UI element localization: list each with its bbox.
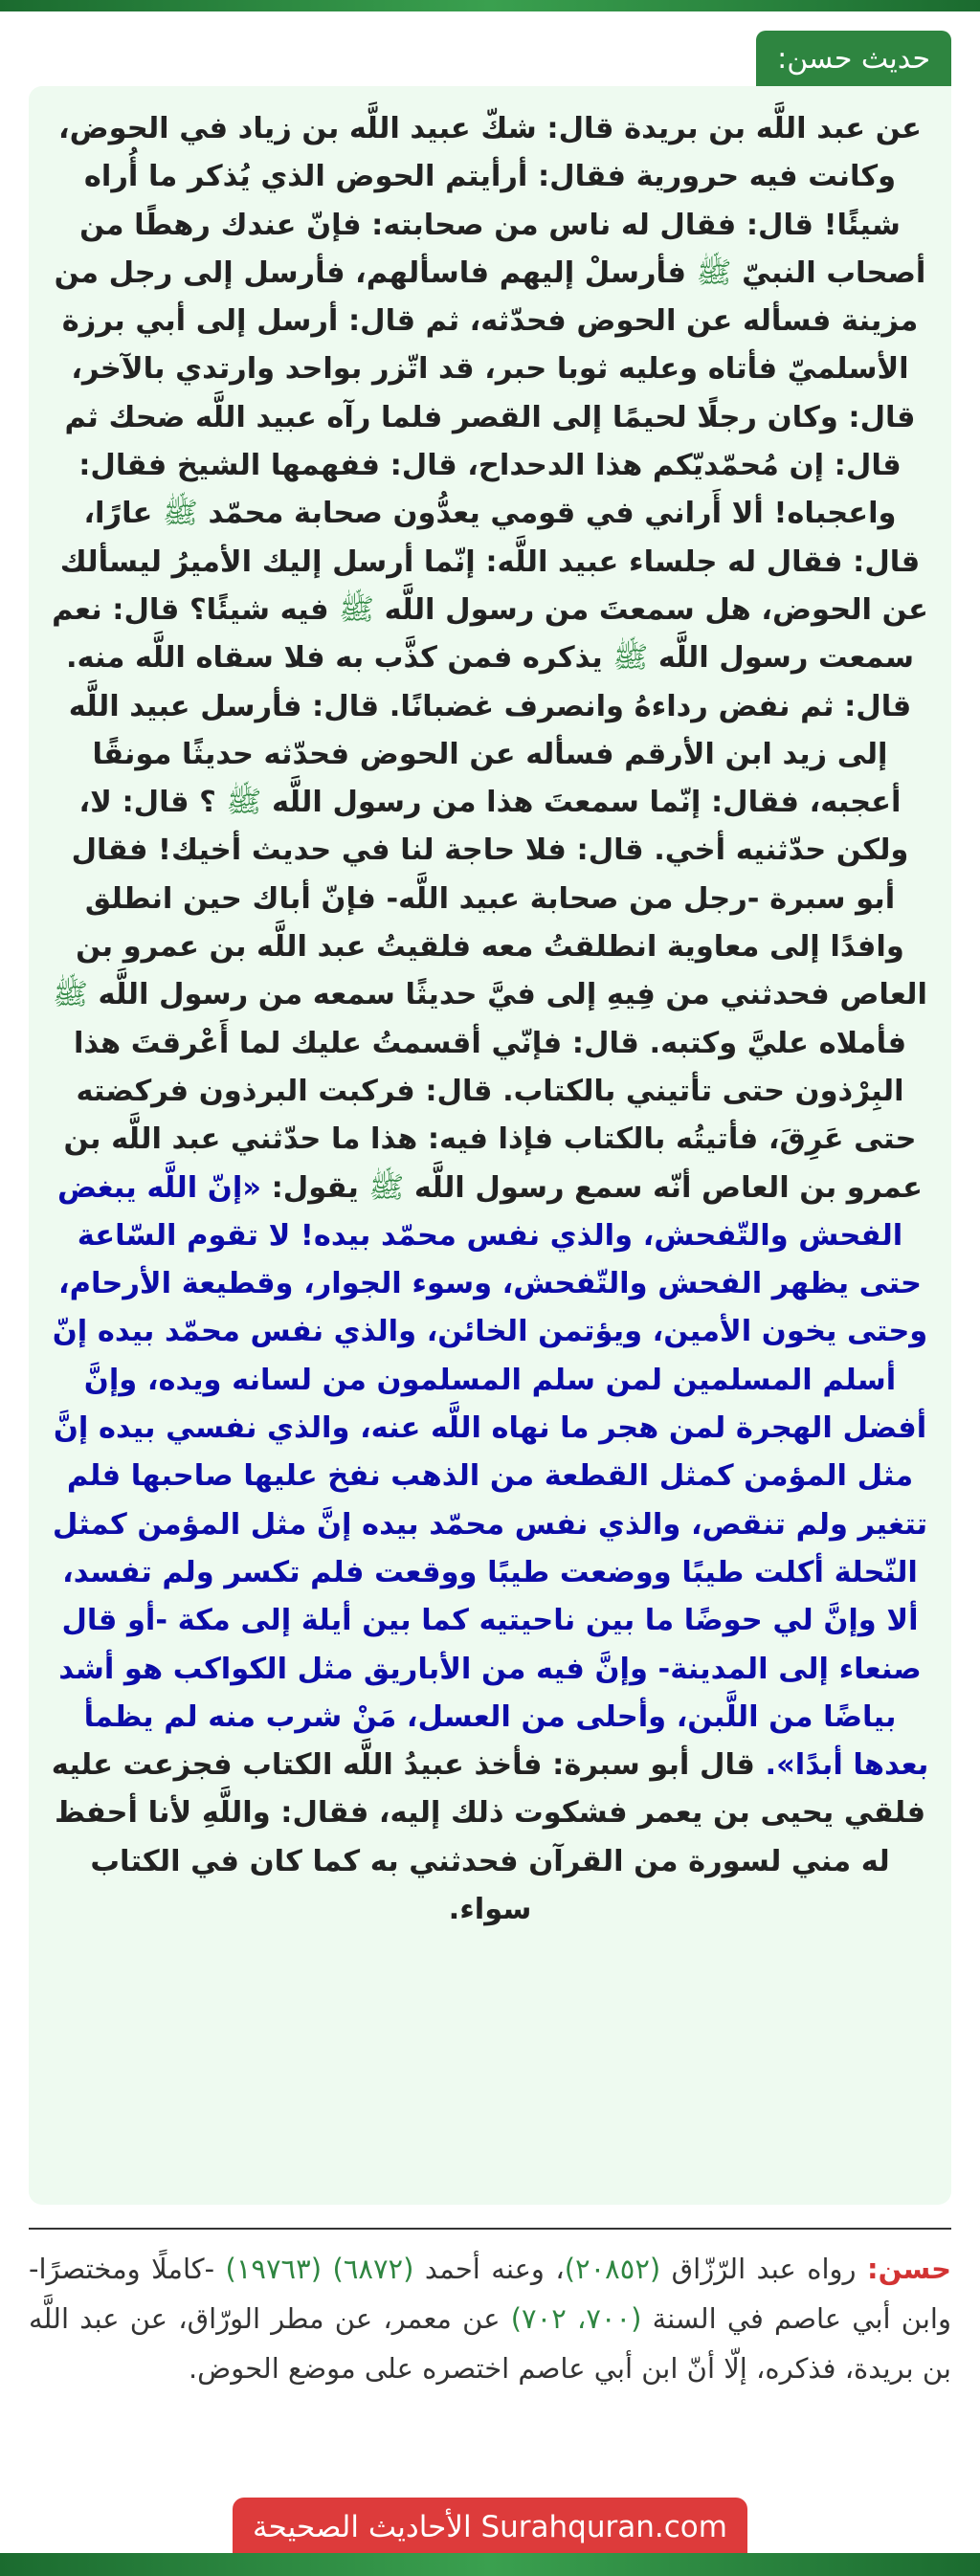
takhrij-segment: رواه عبد الرّزّاق <box>671 2253 857 2285</box>
hadith-segment: يقول: <box>271 1170 359 1205</box>
hadith-segment: يذكره فمن كذَّب به فلا سقاه اللَّه منه. قال: ثم نفض رداءهُ وانصرف غضبانًا. قال: فأرسل عبيد اللَّه إلى زيد ابن الأرقم فسأله عن الحوض فحدّثه حديثًا مونقًا أعجبه، فقال: إنّما سمعتَ هذا من رسول اللَّه <box>65 641 912 820</box>
hadith-box <box>29 86 951 2205</box>
source-site-label: الأحاديث الصحيحة Surahquran.com <box>253 2510 727 2544</box>
salawat-symbol: ﷺ <box>53 978 88 1012</box>
prophetic-quote: «إنّ اللَّه يبغض الفحش والتّفحش، والذي نفس محمّد بيده! لا تقوم السّاعة حتى يظهر الفحش والتّفحش، وسوء الجوار، وقطيعة الأرحام، وحتى يخون الأمين، ويؤتمن الخائن، والذي نفس محمّد بيده إنّ أسلم المسلمين لمن سلم المسلمون من لسانه ويده، وإنَّ أفضل الهجرة لمن هجر ما نهاه اللَّه عنه، والذي نفسي بيده إنَّ مثل المؤمن كمثل القطعة من الذهب نفخ عليها صاحبها فلم تتغير ولم تنقص، والذي نفس محمّد بيده إنَّ مثل المؤمن كمثل النّحلة أكلت طيبًا ووضعت طيبًا ووقعت فلم تكسر ولم تفسد، ألا وإنَّ لي حوضًا ما بين ناحيتيه كما بين أيلة إلى مكة -أو قال صنعاء إلى المدينة- وإنَّ فيه من الأباريق مثل الكواكب هو أشد بياضًا من اللَّبن، وأحلى من العسل، مَنْ شرب منه لم يظمأ بعدها أبدًا». <box>52 1170 929 1783</box>
salawat-symbol: ﷺ <box>696 255 732 290</box>
reference-number: (٦٨٧٢) <box>332 2253 414 2285</box>
hadith-grade-label: حديث حسن: <box>777 42 930 76</box>
salawat-symbol: ﷺ <box>226 786 262 820</box>
hadith-grade-badge <box>756 31 951 88</box>
hadith-segment: عن عبد اللَّه بن بريدة قال: شكّ عبيد اللَّه بن زياد في الحوض، وكانت فيه حرورية فقال: أرأيتم الحوض الذي يُذكر ما أُراه شيئًا! قال: فقال له ناس من صحابته: فإنّ عندك رهطًا من أصحاب النبيّ <box>57 112 926 290</box>
separator-line <box>29 2228 951 2230</box>
reference-number: (١٩٧٦٣) <box>225 2253 323 2285</box>
salawat-symbol: ﷺ <box>368 1170 405 1205</box>
hadith-text <box>50 105 930 1934</box>
source-site-badge[interactable] <box>233 2498 747 2557</box>
salawat-symbol: ﷺ <box>612 641 649 676</box>
hadith-segment: فأرسلْ إليهم فاسألهم، فأرسل إلى رجل من مزينة فسأله عن الحوض فحدّثه، ثم قال: أرسل إلى أبي برزة الأسلميّ فأتاه وعليه ثوبا حبر، قد اتّزر بواحد وارتدي بالآخر، قال: وكان رجلًا لحيمًا إلى القصر فلما رآه عبيد اللَّه ضحك ثم قال: إن مُحمّديّكم هذا الدحداح، قال: ففهمها الشيخ فقال: واعجباه! ألا أَراني في قومي يعدُّون صحابة محمّد <box>54 255 919 531</box>
hadith-segment: فيه شيئًا؟ قال: نعم سمعت رسول اللَّه <box>52 592 915 676</box>
reference-number: (٢٠٨٥٢) <box>564 2253 661 2285</box>
salawat-symbol: ﷺ <box>162 497 198 531</box>
hadith-segment: قال أبو سبرة: فأخذ عبيدُ اللَّه الكتاب فجزعت عليه فلقي يحيى بن يعمر فشكوت ذلك إليه، فقال: واللَّهِ لأنا أحفظ له مني لسورة من القرآن فحدثني به كما كان في الكتاب سواء. <box>51 1748 926 1926</box>
takhrij-segment: -كاملًا ومختصرًا- وابن أبي عاصم في السنة <box>29 2253 951 2335</box>
takhrij-text <box>29 2244 951 2393</box>
hadith-segment: ؟ قال: لا، ولكن حدّثنيه أخي. قال: فلا حاجة لنا في حديث أخيك! فقال أبو سبرة -رجل من صحابة عبيد اللَّه- فإنّ أباك حين انطلق وافدًا إلى معاوية انطلقتُ معه فلقيتُ عبد اللَّه بن عمرو بن العاص فحدثني من فِيهِ إلى فيَّ حديثًا سمعه من رسول اللَّه <box>71 786 927 1012</box>
salawat-symbol: ﷺ <box>339 592 375 627</box>
top-decor-bar <box>0 0 980 11</box>
reference-number: (٧٠٠، ٧٠٢) <box>510 2302 642 2335</box>
bottom-decor-bar <box>0 2553 980 2576</box>
hadith-segment: عارًا، قال: فقال له جلساء عبيد اللَّه: إنّما أرسل إليك الأميرُ ليسألك عن الحوض، هل سمعتَ من رسول اللَّه <box>59 497 928 627</box>
hadith-segment: فأملاه عليَّ وكتبه. قال: فإنّي أقسمتُ عليك لما أَعْرقتَ هذا البِرْذون حتى تأتيني بالكتاب. قال: فركبت البرذون فركضته حتى عَرِقَ، فأتيتُه بالكتاب فإذا فيه: هذا ما حدّثني عبد اللَّه بن عمرو بن العاص أنّه سمع رسول اللَّه <box>63 1026 924 1205</box>
takhrij-segment: عن معمر، عن مطر الورّاق، عن عبد اللَّه بن بريدة، فذكره، إلّا أنّ ابن أبي عاصم اختصره على موضع الحوض. <box>29 2302 951 2385</box>
takhrij-grade: حسن: <box>866 2253 952 2285</box>
takhrij-segment: ، وعنه أحمد <box>424 2253 565 2285</box>
